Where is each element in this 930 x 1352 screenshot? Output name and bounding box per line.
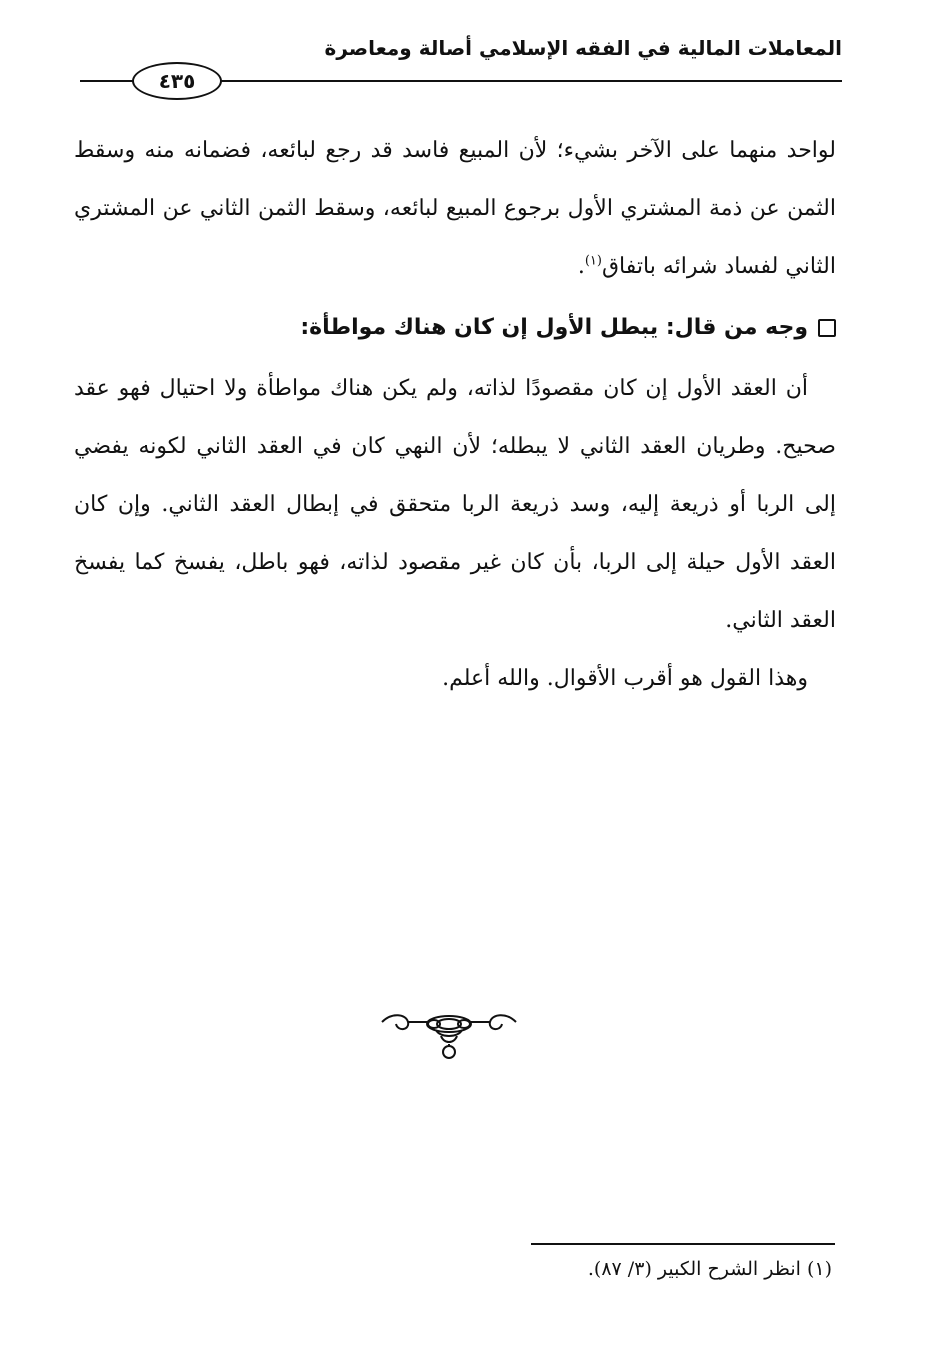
footnote-marker: (١) — [806, 1258, 832, 1280]
footnote-text: انظر الشرح الكبير (٣/ ٨٧). — [587, 1258, 801, 1280]
section-heading-text: وجه من قال: يبطل الأول إن كان هناك مواطأة: — [300, 315, 808, 340]
footnote — [588, 1258, 832, 1280]
paragraph-1-end: . — [577, 254, 585, 279]
running-header-title: المعاملات المالية في الفقه الإسلامي أصالة ومعاصرة — [324, 36, 842, 60]
paragraph-1 — [74, 122, 836, 296]
footnote-rule — [531, 1243, 835, 1245]
body-text — [74, 122, 836, 708]
paragraph-2: أن العقد الأول إن كان مقصودًا لذاته، ولم يكن هناك مواطأة ولا احتيال فهو عقد صحيح. وطريان العقد الثاني لا يبطله؛ لأن النهي كان في العقد الثاني لكونه يفضي إلى الربا أو ذريعة إليه، وسد ذريعة الربا متحقق في إبطال العقد الثاني. وإن كان العقد الأول حيلة إلى الربا، بأن كان غير مقصود لذاته، فهو باطل، يفسخ كما يفسخ العقد الثاني. — [74, 376, 837, 633]
section-heading — [74, 296, 836, 360]
page-number-badge — [132, 62, 222, 100]
footnote-ref[interactable]: (١) — [584, 253, 602, 269]
paragraph-3: وهذا القول هو أقرب الأقوال. والله أعلم. — [442, 666, 808, 691]
checkbox-icon — [818, 319, 836, 337]
paragraph-1-text: لواحد منهما على الآخر بشيء؛ لأن المبيع فاسد قد رجع لبائعه، فضمانه منه وسقط الثمن عن ذمة المشتري الأول برجوع المبيع لبائعه، وسقط الثمن الثاني عن المشتري الثاني لفساد شرائه باتفاق — [74, 138, 836, 279]
floral-divider-icon — [378, 1010, 520, 1066]
page-number: ٤٣٥ — [158, 69, 196, 93]
